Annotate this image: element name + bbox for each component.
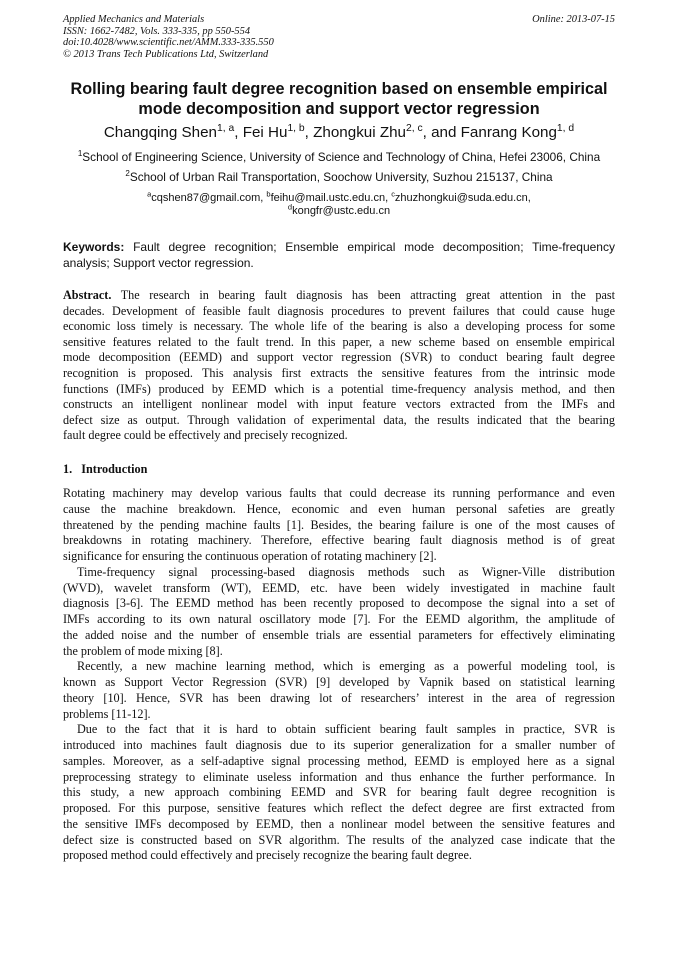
affiliation xyxy=(0,150,678,164)
paragraph-line: known as Support Vector Regression (SVR) [9] developed by Vapnik based on statistical learning xyxy=(63,675,615,689)
author-name: Zhongkui Zhu xyxy=(313,124,406,141)
section-number: 1. xyxy=(63,462,73,476)
section-heading xyxy=(63,462,147,477)
copyright: © 2013 Trans Tech Publications Ltd, Switzerland xyxy=(63,48,269,60)
abstract xyxy=(63,288,615,444)
paragraph-line: breakdowns in rotating machinery. Therefore, effective bearing fault diagnosis method is of great xyxy=(63,533,615,548)
author-sup: 1, a xyxy=(217,122,235,134)
paragraph-line: Rotating machinery may develop various faults that could decrease its running performance and even xyxy=(63,486,615,500)
author-sup: 2, c xyxy=(406,122,423,134)
author-name: Changqing Shen xyxy=(103,124,218,141)
paragraph-line: proposed method could effectively and precisely recognize the bearing fault degree. xyxy=(63,848,472,863)
journal-name: Applied Mechanics and Materials xyxy=(63,14,205,25)
paragraph-line: the added noise and the number of ensemble trials are essential parameters for effectively eliminating xyxy=(63,627,615,642)
email[interactable]: cqshen87@gmail.com, xyxy=(151,192,267,204)
paragraph-line: the problem of mode mixing [8]. xyxy=(63,643,223,658)
email-sup: a xyxy=(147,189,152,199)
title-line: Rolling bearing fault degree recognition based on ensemble empirical xyxy=(70,80,608,98)
paragraph-line: introduced into machines fault diagnosis due to its superior generalization for a smaller number of xyxy=(63,738,615,752)
abstract-line: recognition is proposed. This analysis first extracts the sensitive features from the intrinsic mode xyxy=(63,365,615,380)
keywords-label: Keywords: xyxy=(63,240,125,254)
paragraph-line: Due to the fact that it is hard to obtain sufficient bearing fault samples in practice, SVR is xyxy=(77,722,615,737)
paragraph-line: this study, a new approach combining EEMD and SVR for bearing fault degree recognition is xyxy=(63,785,615,800)
author-sup: 1, d xyxy=(556,122,575,134)
paragraph xyxy=(63,722,615,864)
section-title: Introduction xyxy=(81,462,148,476)
paragraph-line: preprocessing strategy to eliminate useless information and thus enhance the further performance. In xyxy=(63,769,615,784)
author-name: Fei Hu xyxy=(242,124,288,141)
author-sep: , and xyxy=(422,124,461,141)
aff-sup: 1 xyxy=(77,149,83,159)
paragraph-line: theory [10]. Hence, SVR has been drawing lot of researchers’ interest in the area of regression xyxy=(63,690,615,705)
email-sup: c xyxy=(391,189,395,199)
author-name: Fanrang Kong xyxy=(460,124,557,141)
paragraph-line: IMFs according to its own natural oscillatory mode [7]. For the EEMD algorithm, the amplitude of xyxy=(63,612,615,626)
email[interactable]: feihu@mail.ustc.edu.cn, xyxy=(270,192,392,204)
paragraph xyxy=(63,486,615,565)
paragraph xyxy=(63,659,615,722)
email-list xyxy=(0,189,678,218)
paragraph-line: Time-frequency signal processing-based diagnosis methods such as Wigner-Ville distribution xyxy=(77,564,615,579)
keywords xyxy=(63,240,615,271)
email-sup: b xyxy=(266,189,271,199)
author-sup: 1, b xyxy=(287,122,305,134)
paragraph-line: Recently, a new machine learning method, which is emerging as a powerful modeling tool, is xyxy=(77,659,615,674)
author-list xyxy=(0,124,678,141)
abstract-line: constructs an intelligent nonlinear model with input feature vectors extracted from the IMFs and xyxy=(63,397,615,412)
online-date: Online: 2013-07-15 xyxy=(532,14,615,25)
issn: ISSN: 1662-7482, Vols. 333-335, pp 550-554 xyxy=(63,25,251,37)
email-sup: d xyxy=(287,202,293,212)
introduction-body xyxy=(63,486,615,864)
paragraph-line: the sensitive IMFs decomposed by EEMD, then a nonlinear model between the sensitive features and xyxy=(63,816,615,831)
abstract-line: sensitive features related to the fault trend. In this paper, a new scheme based on ensemble empirical xyxy=(63,334,615,349)
doi: doi:10.4028/www.scientific.net/AMM.333-335.550 xyxy=(63,37,274,49)
journal-header xyxy=(63,14,615,60)
abstract-text: The research in bearing fault diagnosis has been attracting great attention in the past xyxy=(120,288,615,302)
paragraph-line: threatened by the pending machine faults [1]. Besides, the bearing failure is one of the most causes of xyxy=(63,517,615,532)
paragraph-line: significance for ensuring the continuous operation of rotating machinery [2]. xyxy=(63,549,437,563)
paragraph-line: diagnosis [3-6]. The EEMD method has been recently proposed to decompose the signal into a set of xyxy=(63,596,615,611)
paragraph-line: (WVD), wavelet transform (WT), EEMD, etc. have been widely investigated in machine fault xyxy=(63,580,615,595)
abstract-line: decades. Development of feasible fault diagnosis procedures to prevent failures that could cause huge xyxy=(63,303,615,318)
author-sep: , xyxy=(234,124,243,141)
abstract-line xyxy=(63,288,615,304)
paper-title xyxy=(40,79,638,119)
keywords-text: Fault degree recognition; Ensemble empirical mode decomposition; Time-frequency xyxy=(133,240,615,254)
paragraph xyxy=(63,565,615,660)
paragraph-line: proposed. For this purpose, sensitive features which reflect the defect degree are first extracted from xyxy=(63,801,615,815)
aff-text: School of Engineering Science, University of Science and Technology of China, Hefei 23006, China xyxy=(82,150,601,164)
paragraph-line: cause the machine breakdown. Hence, economic and even human personal safeties are greatly xyxy=(63,501,615,516)
email[interactable]: zhuzhongkui@suda.edu.cn, xyxy=(394,192,531,204)
abstract-line: defect size as output. Through validation of experimental data, the results indicated that the bearing xyxy=(63,412,615,427)
abstract-line: mode decomposition (EEMD) and support vector regression (SVR) to conduct bearing fault degree xyxy=(63,350,615,365)
affiliation xyxy=(0,170,678,184)
email[interactable]: kongfr@ustc.edu.cn xyxy=(292,205,391,217)
abstract-line: functions (IMFs) produced by EEMD which is a potential time-frequency analysis method, and then xyxy=(63,381,615,396)
abstract-line: fault degree could be effectively and precisely recognized. xyxy=(63,428,348,443)
author-sep: , xyxy=(304,124,314,141)
paragraph-line: problems [11-12]. xyxy=(63,706,151,721)
paragraph-line: defect size is constructed based on SVR algorithm. The results of the analyzed case indicate that the xyxy=(63,832,615,847)
abstract-label: Abstract. xyxy=(63,288,112,302)
abstract-line: economic loss timely is necessary. The whole life of the bearing is also a developing process for some xyxy=(63,319,615,334)
keywords-text: analysis; Support vector regression. xyxy=(63,255,254,270)
title-line: mode decomposition and support vector regression xyxy=(138,100,540,118)
paragraph-line: samples. Moreover, as a self-adaptive signal processing method, EEMD is employed here as a signal xyxy=(63,753,615,768)
aff-text: School of Urban Rail Transportation, Soochow University, Suzhou 215137, China xyxy=(129,170,553,184)
aff-sup: 2 xyxy=(125,169,130,179)
